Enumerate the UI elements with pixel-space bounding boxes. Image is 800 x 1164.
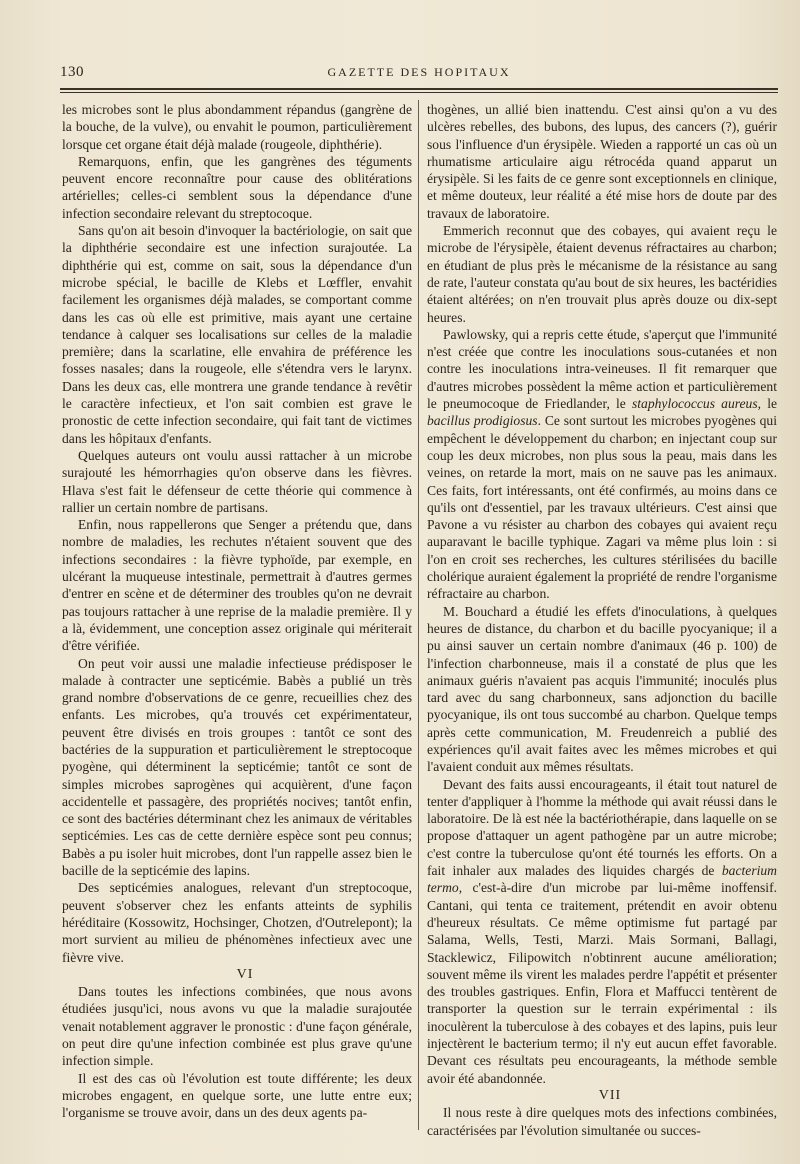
paragraph: thogènes, un allié bien inattendu. C'est ainsi qu'on a vu des ulcères rebelles, des bubons, des lupus, des cancers (?), guérir sous l'influence d'un érysipèle. Wieden a rapporté un cas où un rhumatisme articulaire aigu rétrocéda quand apparut un érysipèle. Si les faits de ce genre sont exceptionnels en clinique, et même douteux, leur réalité a été mise hors de doute par des travaux de laboratoire. xyxy=(427,102,777,221)
italic-term: bacterium termo xyxy=(427,863,777,896)
paragraph: les microbes sont le plus abondamment répandus (gangrène de la bouche, de la vulve), ou envahit le poumon, particulièrement lorsque cet organe était déjà malade (rougeole, diphthérie). xyxy=(62,102,412,152)
paragraph: Dans toutes les infections combinées, que nous avons étudiées jusqu'ici, nous avons vu que la maladie surajoutée venait notablement aggraver le pronostic : d'une façon générale, on peut dire qu'une infection combinée est plus grave qu'une infection simple. xyxy=(62,984,412,1069)
paragraph: Enfin, nous rappellerons que Senger a prétendu que, dans nombre de maladies, les rechutes n'étaient souvent que des infections secondaires : la fièvre typhoïde, par exemple, en ulcérant la muqueuse intestinale, permettrait à d'autres germes d'entrer en scène et de déterminer des troubles qu'on ne devrait pas toujours rattacher à une reprise de la maladie première. Il y a là, évidemment, une conception assez originale qui mériterait d'être vérifiée. xyxy=(62,517,412,654)
paragraph: Sans qu'on ait besoin d'invoquer la bactériologie, on sait que la diphthérie secondaire est une infection surajoutée. La diphthérie qui est, comme on sait, sous la dépendance d'un microbe spécial, le bacille de Klebs et Lœffler, envahit facilement les organismes déjà malades, se comportant comme dans les cas où elle est primitive, mais ayant une certaine tendance à calquer ses localisations sur celles de la maladie première; dans la scarlatine, elle envahira de préférence les fosses nasales; dans la rougeole, elle s'étendra vers le larynx. Dans les deux cas, elle montrera une grande tendance à revêtir le caractère infectieux, et l'on sait combien est grave le pronostic de cette infection secondaire, qui fait tant de victimes dans les hôpitaux d'enfants. xyxy=(62,223,412,446)
section-heading-vi: VI xyxy=(236,966,254,982)
running-title: GAZETTE DES HOPITAUX xyxy=(327,65,511,79)
paragraph xyxy=(427,776,777,1087)
italic-term: bacillus prodigiosus xyxy=(427,413,538,429)
paragraph: Remarquons, enfin, que les gangrènes des téguments peuvent encore reconnaître pour cause des oblitérations artérielles; celles-ci semblent sous la dépendance d'une infection secondaire relevant du streptocoque. xyxy=(62,153,412,221)
page-number: 130 xyxy=(60,64,84,80)
text-run: , le xyxy=(757,396,778,412)
paragraph: Il est des cas où l'évolution est toute différente; les deux microbes engagent, en quelque sorte, une lutte entre eux; l'organisme se trouve avoir, dans un des deux agents pa- xyxy=(62,1070,412,1121)
column-divider xyxy=(418,100,419,1130)
header-rule-thin xyxy=(60,92,778,93)
text-run: Pawlowsky, qui a repris cette étude, s'aperçut que l'immunité n'est créée que contre les inoculations sous-cutanées et non contre les inoculations intra-veineuses. Il fit remarquer que d'autres microbes possèdent la même action et particulièrement le pneumocoque de Friedlander, le xyxy=(427,326,777,412)
page-header xyxy=(60,64,778,84)
text-run: . Ce sont surtout les microbes pyogènes qui empêchent le développement du charbon; en injectant coup sur coup les deux microbes, non plus sous la peau, mais dans les veines, on retarde la mort, mais on ne sauve pas les animaux. Ces faits, fort intéressants, ont été confirmés, au moins dans ce qu'ils ont d'essentiel, par les travaux ultérieurs. C'est ainsi que Pavone a vu résister au charbon des cobayes qui avaient reçu auparavant le bacille typhique. Zagari va même plus loin : si l'on en croit ses recherches, les cultures stérilisées du bacille cholérique auraient également la propriété de rendre l'organisme réfractaire au charbon. xyxy=(427,413,777,602)
paragraph: Quelques auteurs ont voulu aussi rattacher à un microbe surajouté les hémorrhagies qu'on observe dans les fièvres. Hlava s'est fait le défenseur de cette théorie qui commence à rallier un certain nombre de partisans. xyxy=(62,447,412,515)
paragraph: M. Bouchard a étudié les effets d'inoculations, à quelques heures de distance, du charbon et du bacille pyocyanique; il a pu ainsi sauver un certain nombre d'animaux (46 p. 100) de l'infection charbonneuse, mais il a constaté de plus que les animaux guéris n'avaient pas acquis l'immunité; inoculés plus tard avec du sang charbonneux, sans adjonction du bacille pyocyanique, ils ont tous succombé au charbon. Quelque temps après cette communication, M. Freudenreich a publié des expériences qu'il avait faites avec les mêmes microbes et qui l'avaient conduit aux mêmes résultats. xyxy=(427,603,777,775)
right-column xyxy=(427,101,777,1139)
italic-term: staphylococcus aureus xyxy=(631,396,758,412)
paragraph xyxy=(427,326,777,603)
left-column xyxy=(62,101,412,1122)
text-run: Devant des faits aussi encourageants, il était tout naturel de tenter d'appliquer à l'homme la méthode qui avait réussi dans le laboratoire. De là est née la bactériothérapie, dans laquelle on se propose d'attaquer un agent pathogène par un autre microbe; c'est contre la tuberculose qu'ont été tournés les efforts. On a fait inhaler aux malades des liquides chargés de xyxy=(427,776,777,879)
section-heading-vii: VII xyxy=(598,1087,622,1103)
text-run: , c'est-à-dire d'un microbe par lui-même inoffensif. Cantani, qui tenta ce traitement, prétendit en avoir obtenu d'heureux résultats. Ce même optimisme fut partagé par Salama, Wells, Testi, Marzi. Mais Sormani, Ballagi, Stacklewicz, Filipowitch n'obtinrent aucune amélioration; souvent même ils virent les malades perdre l'appétit et présenter des troubles gastriques. Enfin, Flora et Maffucci tentèrent de transporter la question sur le terrain expérimental : ils inoculèrent la tuberculose à des cobayes et des lapins, puis leur injectèrent le bacterium termo; il n'y eut aucun effet favorable. Devant ces résultats peu encourageants, la méthode semble avoir été abandonnée. xyxy=(427,880,777,1086)
paragraph: On peut voir aussi une maladie infectieuse prédisposer le malade à contracter une septicémie. Babès a publié un très grand nombre d'observations de ce genre, recueillies chez des enfants. Les microbes, qu'a trouvés cet expérimentateur, peuvent être divisés en trois groupes : tantôt ce sont des bactéries de la suppuration et particulièrement le streptocoque pyogène, qui déterminent la septicémie; tantôt ce sont de simples microbes saprogènes qui acquièrent, d'une façon accidentelle et passagère, des propriétés nocives; tantôt enfin, ce sont des bactéries déterminant chez les animaux de véritables septicémies. Les cas de cette dernière espèce sont peu connus; Babès a pu isoler huit microbes, dont l'un rappelle assez bien le bacille de la septicémie des lapins. xyxy=(62,655,412,879)
header-rule xyxy=(60,88,778,90)
paragraph: Il nous reste à dire quelques mots des infections combinées, caractérisées par l'évolution simultanée ou succes- xyxy=(427,1105,777,1138)
paragraph: Emmerich reconnut que des cobayes, qui avaient reçu le microbe de l'érysipèle, étaient devenus réfractaires au charbon; en étudiant de plus près le mécanisme de la résistance au sang de rate, l'auteur constata qu'au bout de six heures, les bactéridies étaient altérées; on n'en trouvait plus après douze ou dix-sept heures. xyxy=(427,223,777,325)
paragraph: Des septicémies analogues, relevant d'un streptocoque, peuvent s'observer chez les enfants atteints de syphilis héréditaire (Kossowitz, Hochsinger, Chotzen, d'Outrelepont); la mort survient au milieu de phénomènes infectieux avec une fièvre vive. xyxy=(62,880,412,965)
